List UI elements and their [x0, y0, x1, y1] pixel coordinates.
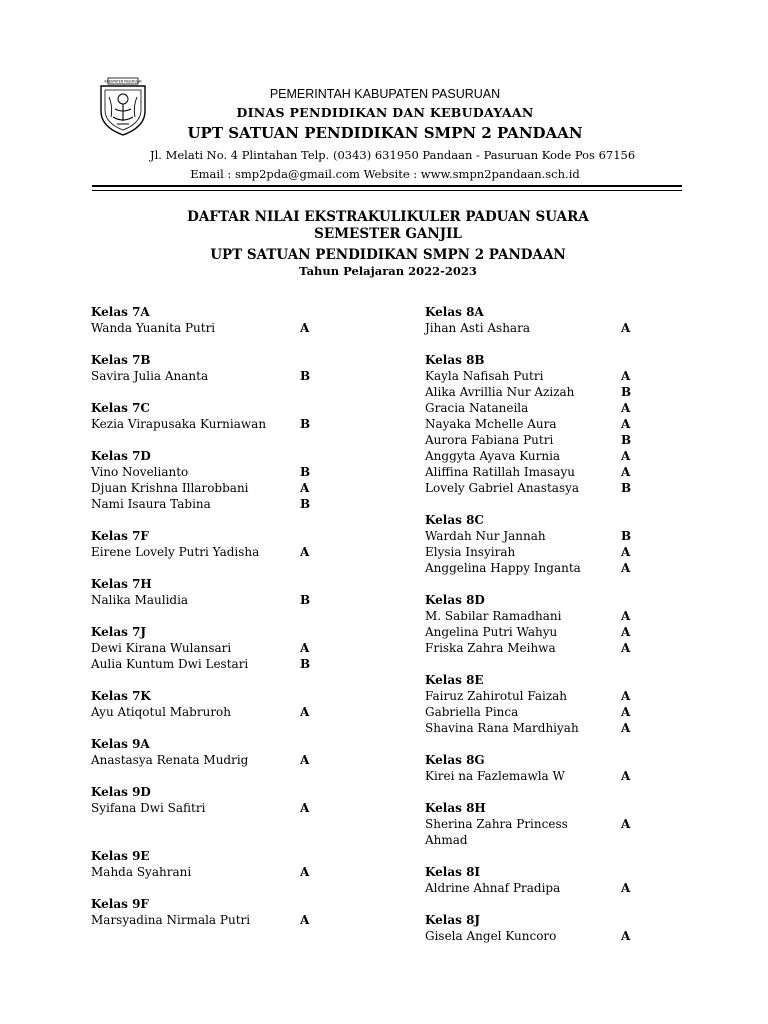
student-grade: A [300, 321, 310, 335]
student-name: Lovely Gabriel Anastasya [425, 481, 580, 495]
class-heading: Kelas 9F [91, 897, 149, 911]
student-row [91, 464, 331, 480]
student-name: Vino Novelianto [91, 465, 189, 479]
student-name: Aliffina Ratillah Imasayu [425, 465, 575, 479]
class-block [425, 672, 645, 736]
student-grade: B [300, 465, 311, 479]
student-name: Gisela Angel Kuncoro [425, 929, 557, 943]
student-grade: B [621, 433, 632, 447]
class-heading: Kelas 9E [91, 849, 150, 863]
student-row [425, 384, 645, 400]
student-grade: A [300, 481, 310, 495]
class-block [425, 800, 645, 848]
student-name: Jihan Asti Ashara [425, 321, 530, 335]
class-block [425, 352, 645, 496]
student-grade: A [300, 705, 310, 719]
student-grade: A [621, 689, 631, 703]
student-name: Angelina Putri Wahyu [425, 625, 558, 639]
grade-list-right [425, 304, 645, 944]
student-row [425, 624, 645, 640]
student-name: Nami Isaura Tabina [91, 497, 211, 511]
document-school: UPT SATUAN PENDIDIKAN SMPN 2 PANDAAN [210, 247, 566, 263]
student-name: Fairuz Zahirotul Faizah [425, 689, 568, 703]
class-block [91, 784, 331, 816]
class-block [91, 448, 331, 512]
class-heading: Kelas 9A [91, 737, 150, 751]
student-name: Kayla Nafisah Putri [425, 369, 544, 383]
class-block [91, 736, 331, 768]
student-row [425, 528, 645, 544]
document-semester: SEMESTER GANJIL [314, 226, 462, 242]
student-row [425, 368, 645, 384]
student-row [91, 496, 331, 512]
student-row [425, 816, 645, 848]
student-grade: A [300, 753, 310, 767]
student-row [91, 416, 331, 432]
student-name: Wanda Yuanita Putri [91, 321, 216, 335]
student-grade: A [300, 801, 310, 815]
class-heading: Kelas 8I [425, 865, 481, 879]
student-row [91, 640, 331, 656]
class-heading: Kelas 7A [91, 305, 150, 319]
letterhead-school-name: UPT SATUAN PENDIDIKAN SMPN 2 PANDAAN [187, 124, 583, 142]
class-heading: Kelas 8C [425, 513, 484, 527]
student-name: Aldrine Ahnaf Pradipa [425, 881, 561, 895]
student-row [425, 320, 645, 336]
student-grade: A [621, 769, 631, 783]
student-name: Mahda Syahrani [91, 865, 192, 879]
grade-list-left [91, 304, 331, 928]
student-grade: A [621, 561, 631, 575]
student-name: Anggelina Happy Inganta [425, 561, 581, 575]
student-row [91, 480, 331, 496]
student-grade: A [621, 417, 631, 431]
letterhead-divider-thin [92, 190, 682, 191]
student-name: Aurora Fabiana Putri [425, 433, 554, 447]
student-name: Kezia Virapusaka Kurniawan [91, 417, 267, 431]
student-name: Eirene Lovely Putri Yadisha [91, 545, 260, 559]
student-row [425, 928, 645, 944]
class-block [91, 528, 331, 560]
class-block [425, 304, 645, 336]
student-grade: B [621, 385, 632, 399]
student-row [91, 912, 331, 928]
student-row [91, 544, 331, 560]
student-grade: B [300, 657, 311, 671]
class-block [91, 400, 331, 432]
class-heading: Kelas 7K [91, 689, 151, 703]
document-title: DAFTAR NILAI EKSTRAKULIKULER PADUAN SUARA [187, 209, 589, 225]
student-grade: A [621, 929, 631, 943]
student-row [91, 800, 331, 816]
student-grade: B [300, 593, 311, 607]
student-name: Djuan Krishna Illarobbani [91, 481, 249, 495]
letterhead-contact: Email : smp2pda@gmail.com Website : www.smpn2pandaan.sch.id [190, 167, 580, 181]
class-block [91, 688, 331, 720]
student-row [425, 400, 645, 416]
student-grade: A [300, 545, 310, 559]
student-name: Anggyta Ayava Kurnia [425, 449, 561, 463]
student-grade: A [621, 545, 631, 559]
class-heading: Kelas 7B [91, 353, 151, 367]
class-heading: Kelas 8B [425, 353, 485, 367]
student-grade: A [300, 865, 310, 879]
student-grade: A [621, 609, 631, 623]
student-name: Nalika Maulidia [91, 593, 189, 607]
student-row [425, 416, 645, 432]
logo-text: KABUPATEN PASURUAN [104, 79, 142, 84]
class-heading: Kelas 8H [425, 801, 486, 815]
class-heading: Kelas 9D [91, 785, 151, 799]
student-name: Wardah Nur Jannah [425, 529, 546, 543]
student-row [425, 640, 645, 656]
student-grade: B [300, 497, 311, 511]
student-name: Gracia Nataneila [425, 401, 529, 415]
student-row [91, 752, 331, 768]
student-row [425, 720, 645, 736]
student-row [91, 704, 331, 720]
student-row [91, 656, 331, 672]
class-block [91, 896, 331, 928]
student-grade: A [621, 401, 631, 415]
student-row [425, 464, 645, 480]
class-block [425, 752, 645, 784]
class-block [425, 592, 645, 656]
class-heading: Kelas 7H [91, 577, 152, 591]
class-block [91, 624, 331, 672]
student-grade: A [300, 641, 310, 655]
student-row [425, 608, 645, 624]
student-name: Sherina Zahra Princess Ahmad [425, 817, 568, 847]
student-row [425, 448, 645, 464]
class-heading: Kelas 8A [425, 305, 484, 319]
student-row [91, 320, 331, 336]
student-name: Kirei na Fazlemawla W [425, 769, 565, 783]
student-name: Marsyadina Nirmala Putri [91, 913, 251, 927]
student-grade: A [621, 465, 631, 479]
student-grade: A [621, 625, 631, 639]
student-name: Ayu Atiqotul Mabruroh [91, 705, 232, 719]
letterhead-government: PEMERINTAH KABUPATEN PASURUAN [269, 87, 501, 101]
class-block [425, 912, 645, 944]
student-grade: A [621, 321, 631, 335]
student-row [425, 768, 645, 784]
class-heading: Kelas 7D [91, 449, 151, 463]
student-name: Friska Zahra Meihwa [425, 641, 556, 655]
student-row [425, 544, 645, 560]
class-block [91, 352, 331, 384]
student-name: Shavina Rana Mardhiyah [425, 721, 579, 735]
student-name: Dewi Kirana Wulansari [91, 641, 232, 655]
class-heading: Kelas 8E [425, 673, 484, 687]
student-name: M. Sabilar Ramadhani [425, 609, 562, 623]
class-block [91, 304, 331, 336]
student-name: Nayaka Mchelle Aura [425, 417, 557, 431]
student-grade: A [621, 721, 631, 735]
student-row [425, 560, 645, 576]
class-heading: Kelas 7C [91, 401, 150, 415]
student-row [425, 480, 645, 496]
student-grade: A [621, 449, 631, 463]
student-grade: A [621, 817, 631, 831]
student-name: Gabriella Pinca [425, 705, 519, 719]
student-grade: B [621, 529, 632, 543]
class-block [425, 864, 645, 896]
student-row [91, 592, 331, 608]
class-heading: Kelas 8G [425, 753, 485, 767]
student-row [425, 704, 645, 720]
student-grade: A [621, 641, 631, 655]
student-name: Alika Avrillia Nur Azizah [425, 385, 575, 399]
student-row [425, 688, 645, 704]
student-name: Anastasya Renata Mudrig [91, 753, 249, 767]
student-grade: A [621, 369, 631, 383]
student-row [91, 368, 331, 384]
student-grade: B [621, 481, 632, 495]
letterhead-address: Jl. Melati No. 4 Plintahan Telp. (0343) 631950 Pandaan - Pasuruan Kode Pos 67156 [150, 148, 636, 162]
student-row [425, 432, 645, 448]
student-name: Aulia Kuntum Dwi Lestari [91, 657, 249, 671]
student-grade: A [621, 881, 631, 895]
student-row [425, 880, 645, 896]
class-block [425, 512, 645, 576]
student-name: Elysia Insyirah [425, 545, 516, 559]
student-grade: B [300, 369, 311, 383]
student-name: Savira Julia Ananta [91, 369, 209, 383]
class-block [91, 576, 331, 608]
student-row [91, 864, 331, 880]
class-heading: Kelas 7J [91, 625, 147, 639]
document-school-year: Tahun Pelajaran 2022-2023 [299, 264, 477, 278]
letterhead-divider-thick [92, 185, 682, 187]
letterhead-department: DINAS PENDIDIKAN DAN KEBUDAYAAN [236, 105, 534, 120]
regency-crest-icon [95, 77, 151, 137]
student-name: Syifana Dwi Safitri [91, 801, 206, 815]
class-heading: Kelas 7F [91, 529, 149, 543]
class-heading: Kelas 8J [425, 913, 481, 927]
student-grade: A [621, 705, 631, 719]
class-block [91, 848, 331, 880]
class-heading: Kelas 8D [425, 593, 485, 607]
student-grade: B [300, 417, 311, 431]
student-grade: A [300, 913, 310, 927]
